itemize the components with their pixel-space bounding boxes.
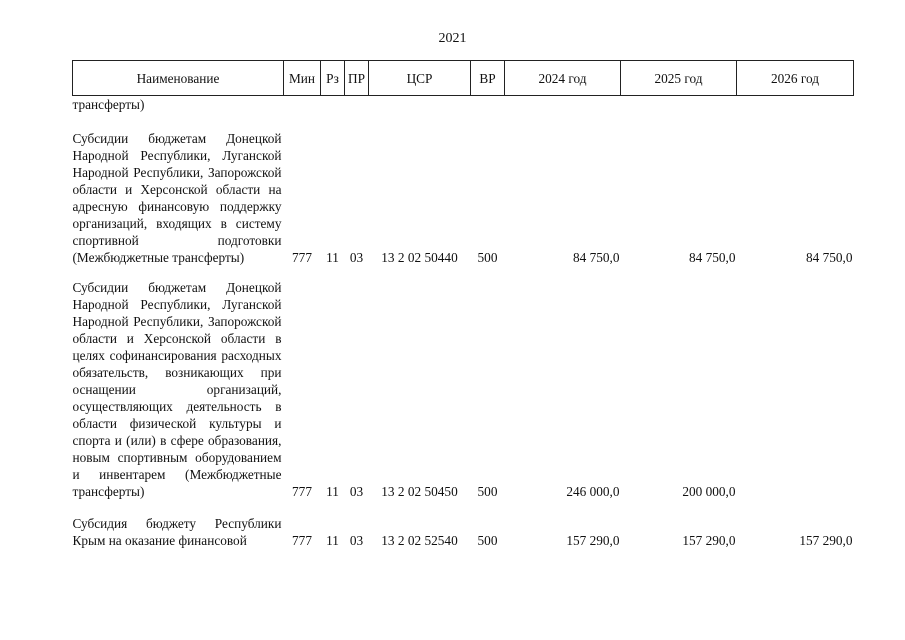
header-csr: ЦСР [369,61,471,96]
row-csr: 13 2 02 50450 [381,484,458,499]
row-2025: 200 000,0 [682,484,736,499]
row-vr: 500 [477,250,498,265]
row-csr: 13 2 02 52540 [381,533,458,548]
row-2024: 246 000,0 [566,484,620,499]
header-2024: 2024 год [505,61,621,96]
row-2026 [737,279,854,515]
row-2025: 84 750,0 [688,250,736,265]
header-min: Мин [284,61,321,96]
row-min: 777 [292,250,312,265]
row-2024: 157 290,0 [566,533,620,548]
row-rz: 11 [326,533,339,548]
row-vr: 500 [477,533,498,548]
header-2025: 2025 год [621,61,737,96]
header-name: Наименование [73,61,284,96]
row-rz: 11 [326,484,339,499]
row-2026: 157 290,0 [799,533,853,548]
row-vr: 500 [477,484,498,499]
row-2025: 157 290,0 [682,533,736,548]
header-2026: 2026 год [737,61,854,96]
row-pr: 03 [349,250,364,265]
header-pr: ПР [345,61,369,96]
table-row [73,130,854,279]
continuation-text: трансферты) [72,97,145,112]
row-pr: 03 [349,484,364,499]
row-2026: 84 750,0 [805,250,853,265]
row-2024: 84 750,0 [572,250,620,265]
table-row [73,515,854,549]
row-min: 777 [292,533,312,548]
page-number: 2021 [438,31,467,46]
row-name: Субсидия бюджету Республики Крым на оказание финансовой [72,516,282,548]
header-rz: Рз [321,61,345,96]
row-min: 777 [292,484,312,499]
budget-table [72,60,854,549]
row-name: Субсидии бюджетам Донецкой Народной Республики, Луганской Народной Республики, Запорожской области и Херсонской области в целях софинансирования расходных обязательств, возникающих при оснащении организаций, осуществляющих деятельность в области физической культуры и спорта и (или) в сфере образования, новым спортивным оборудованием и инвентарем (Межбюджетные трансферты) [72,280,282,499]
row-pr: 03 [349,533,364,548]
table-header-row [73,61,854,96]
row-rz: 11 [326,250,339,265]
row-csr: 13 2 02 50440 [381,250,458,265]
table-row [73,279,854,515]
row-name: Субсидии бюджетам Донецкой Народной Республики, Луганской Народной Республики, Запорожской области и Херсонской области на адресную финансовую поддержку организаций, входящих в систему спортивной подготовки (Межбюджетные трансферты) [72,131,282,265]
table-row-continuation [73,96,854,131]
header-vr: ВР [471,61,505,96]
